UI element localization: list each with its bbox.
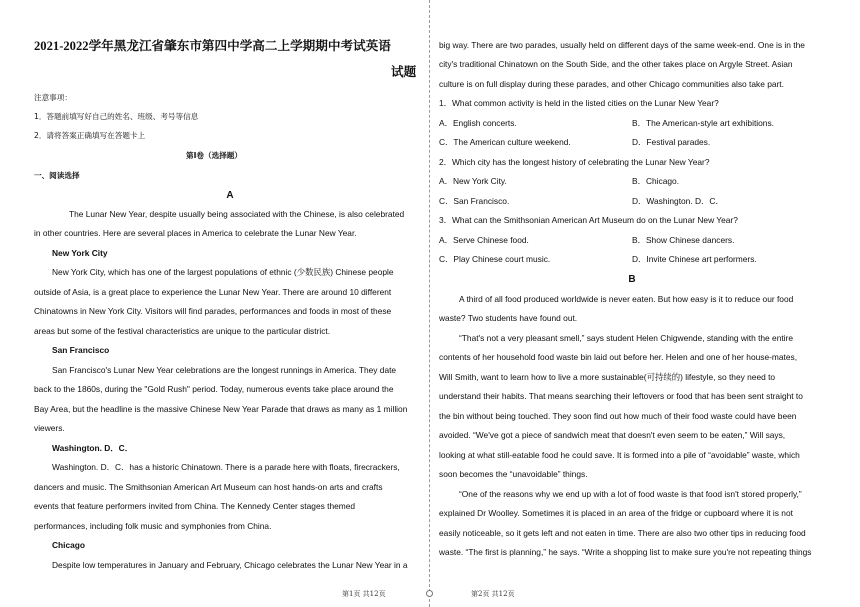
paragraph-line: Washington. D．C．has a historic Chinatown. There is a parade here with floats, firecrackers, [52,462,400,472]
paragraph-line: “One of the reasons why we end up with a lot of food waste is that food isn't stored properly,” [459,489,802,499]
question-3-option-b: B．Show Chinese dancers. [632,235,735,245]
paragraph-line: dancers and music. The Smithsonian American Art Museum can host hands-on arts and crafts [34,482,383,492]
paragraph-line: New York City, which has one of the largest populations of ethnic (少数民族) Chinese people [52,267,394,277]
paragraph-line: A third of all food produced worldwide is never eaten. But how easy is it to reduce our food [459,294,794,304]
notice-heading: 注意事项： [34,93,72,102]
page-number-right: 第2页 共12页 [471,590,515,598]
paragraph-line: performances, including folk music and symphonies from China. [34,521,272,531]
paragraph-line: “That's not a very pleasant smell,” says student Helen Chigwende, standing with the entire [459,333,793,343]
question-3-option-d: D．Invite Chinese art performers. [632,254,757,264]
paragraph-line: big way. There are two parades, usually held on different days of the same week-end. One is in the [439,40,805,50]
subheading-washington: Washington. D．C． [52,443,134,453]
paragraph-line: waste. “The first is planning,” he says. “Write a shopping list to make sure you're not repeating things [439,547,812,557]
question-1-option-d: D．Festival parades. [632,137,711,147]
question-1: 1．What common activity is held in the listed cities on the Lunar New Year? [439,98,719,108]
question-3-option-a: A．Serve Chinese food. [439,235,529,245]
paragraph-line: in other countries. Here are several places in America to celebrate the Lunar New Year. [34,228,357,238]
question-2-option-a: A．New York City. [439,176,507,186]
question-2-option-c: C．San Francisco. [439,196,510,206]
question-2: 2．Which city has the longest history of celebrating the Lunar New Year? [439,157,710,167]
paragraph-line: outside of Asia, is a great place to experience the Lunar New Year. There are around 10 different [34,287,392,297]
paragraph-line: contents of her household food waste bin laid out before her. Helen and one of her house-mates, [439,352,798,362]
paragraph-line: San Francisco's Lunar New Year celebrations are the longest runnings in America. They date [52,365,397,375]
paragraph-line: areas but some of the festival characteristics are unique to the particular district. [34,326,331,336]
center-binding-mark [426,590,433,597]
paragraph-line: back to the 1860s, during the "Gold Rush" period. Today, numerous events take place around the [34,384,394,394]
paragraph-line: Will Smith, want to learn how to live a more sustainable(可持续的) lifestyle, so they need to [439,372,776,382]
page-number-left: 第1页 共12页 [342,590,386,598]
paragraph-line: Chinatowns in New York City. Visitors will find parades, performances and foods in most of these [34,306,392,316]
paragraph-line: Bay Area, but the headline is the massive Chinese New Year Parade that draws as many as 1 million [34,404,408,414]
paragraph-line: events that feature performers invited from China. The Kennedy Center stages themed [34,501,356,511]
paragraph-line: city's traditional Chinatown on the South Side, and the other takes place on Argyle Street. Asian [439,59,793,69]
subheading-chicago: Chicago [52,540,86,550]
paragraph-line: viewers. [34,423,65,433]
passage-a-label: A [226,190,234,201]
paragraph-line: soon becomes the “unavoidable” things. [439,469,588,479]
paragraph-line: The Lunar New Year, despite usually being associated with the Chinese, is also celebrated [69,209,405,219]
notice-item: 1．答题前填写好自己的姓名、班级、考号等信息 [34,112,199,121]
passage-b-label: B [628,274,636,285]
question-1-option-c: C．The American culture weekend. [439,137,571,147]
question-1-option-b: B．The American-style art exhibitions. [632,118,774,128]
subheading-san-francisco: San Francisco [52,345,110,355]
question-3: 3．What can the Smithsonian American Art Museum do on the Lunar New Year? [439,215,738,225]
paragraph-line: explained Dr Woolley. Sometimes it is placed in an area of the fridge or cupboard where it is not [439,508,793,518]
column-divider [429,0,430,607]
paragraph-line: waste? Two students have found out. [439,313,578,323]
paragraph-line: the bin without being touched. They soon find out how much of their food waste could have been [439,411,797,421]
section-label: 第I卷（选择题） [186,151,242,160]
exam-title-continued: 试题 [391,65,417,79]
paragraph-line: Despite low temperatures in January and February, Chicago celebrates the Lunar New Year in a [52,560,408,570]
question-1-option-a: A．English concerts. [439,118,517,128]
paragraph-line: avoided. “We've got a piece of sandwich meat that doesn't even seem to be eaten,” Will says, [439,430,786,440]
paragraph-line: culture is on full display during these parades, and other Chicago communities also take part. [439,79,784,89]
question-3-option-c: C．Play Chinese court music. [439,254,551,264]
paragraph-line: easily noticeable, so it gets left and not eaten in time. There are also two other tips in reducing food [439,528,806,538]
part-label: 一、阅读选择 [34,171,80,180]
question-2-option-b: B．Chicago. [632,176,680,186]
notice-item: 2．请将答案正确填写在答题卡上 [34,131,146,140]
paragraph-line: looking at what still-eatable food he could save. It is formed into a pile of “avoidable” waste, which [439,450,800,460]
exam-title: 2021-2022学年黑龙江省肇东市第四中学高二上学期期中考试英语 [34,39,391,53]
question-2-option-d: D．Washington. D．C． [632,196,724,206]
paragraph-line: understand their habits. That means searching their leftovers or food that has been sent straight to [439,391,803,401]
subheading-new-york: New York City [52,248,108,258]
